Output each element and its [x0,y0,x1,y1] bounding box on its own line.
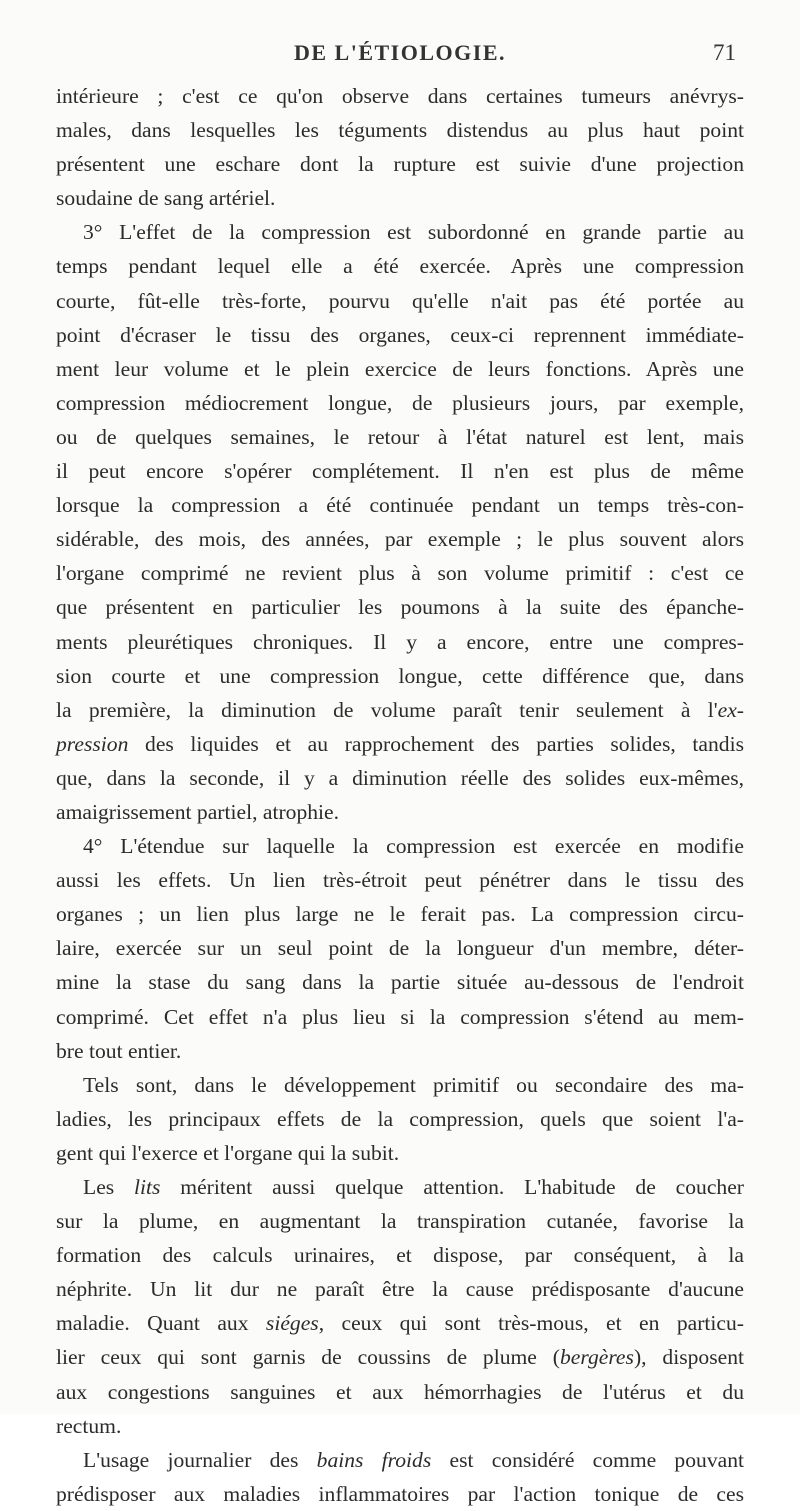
italic-term: siéges [265,1311,319,1336]
text-line: courte, fût-elle très-forte, pourvu qu'elle n'ait pas été portée au [56,288,744,313]
text-line: temps pendant lequel elle a été exercée. Après une compression [56,254,744,279]
text-segment: , ceux qui sont très-mous, et en particu- [318,1311,744,1336]
text-segment: lier ceux qui sont garnis de coussins de plume ( [56,1345,560,1370]
text-line: que, dans la seconde, il y a diminution réelle des solides eux-mêmes, [56,765,744,790]
text-line: amaigrissement partiel, atrophie. [56,799,340,824]
italic-term: bergères [559,1345,634,1370]
text-line: ment leur volume et le plein exercice de leurs fonctions. Après une [56,356,744,381]
text-line: ladies, les principaux effets de la compression, quels que soient l'a- [56,1106,744,1131]
text-line: l'organe comprimé ne revient plus à son volume primitif : c'est ce [56,561,744,586]
text-segment: Les [83,1175,135,1199]
text-line: compression médiocrement longue, de plusieurs jours, par exemple, [56,390,744,415]
text-line: organes ; un lien plus large ne le ferait pas. La compression circu- [56,902,744,927]
text-segment: maladie. Quant aux [56,1311,266,1336]
text-line [56,727,744,761]
text-line: intérieure ; c'est ce qu'on observe dans certaines tumeurs anévrys- [56,84,744,108]
text-line: 4° L'étendue sur laquelle la compression est exercée en modifie [83,834,744,859]
text-line [56,1340,744,1374]
text-line: prédisposer aux maladies inflammatoires par l'action tonique de ces [56,1481,744,1506]
text-line [56,1170,744,1204]
text-line: ments pleurétiques chroniques. Il y a encore, entre une compres- [56,629,744,654]
text-line [56,1306,744,1340]
text-line: lorsque la compression a été continuée pendant un temps très-con- [56,493,744,518]
text-line: bre tout entier. [56,1038,182,1063]
text-line: néphrite. Un lit dur ne paraît être la cause prédisposante d'aucune [56,1277,744,1302]
text-line: comprimé. Cet effet n'a plus lieu si la compression s'étend au mem- [56,1004,744,1029]
text-line: que présentent en particulier les poumons à la suite des épanche- [56,595,744,620]
text-line: formation des calculs urinaires, et dispose, par conséquent, à la [56,1243,744,1268]
running-title: DE L'ÉTIOLOGIE. [293,40,506,65]
text-segment: est considéré comme pouvant [431,1447,744,1472]
text-segment: méritent aussi quelque attention. L'habitude de coucher [160,1175,744,1199]
text-line: aux congestions sanguines et aux hémorrhagies de l'utérus et du [56,1379,744,1404]
text-segment: des liquides et au rapprochement des parties solides, tandis [128,731,744,756]
text-line: présentent une eschare dont la rupture est suivie d'une projection [56,152,744,177]
text-line: aussi les effets. Un lien très-étroit peut pénétrer dans le tissu des [56,868,744,893]
text-line: mine la stase du sang dans la partie située au-dessous de l'endroit [56,970,744,995]
text-line: ou de quelques semaines, le retour à l'état naturel est lent, mais [56,424,744,449]
text-line: sur la plume, en augmentant la transpiration cutanée, favorise la [56,1209,744,1234]
text-line: gent qui l'exerce et l'organe qui la subit. [56,1140,400,1165]
text-line: sidérable, des mois, des années, par exemple ; le plus souvent alors [56,527,744,552]
text-segment: la première, la diminution de volume paraît tenir seulement à l' [56,697,718,722]
italic-term: ex- [717,697,744,722]
running-header [56,40,744,70]
text-line: males, dans lesquelles les téguments distendus au plus haut point [56,118,744,143]
text-segment: L'usage journalier des [83,1447,317,1472]
page-number: 71 [713,40,736,65]
text-line: Tels sont, dans le développement primitif ou secondaire des ma- [83,1072,744,1097]
text-line: soudaine de sang artériel. [56,186,276,211]
text-line: 3° L'effet de la compression est subordonné en grande partie au [83,220,744,245]
text-line: rectum. [56,1413,122,1438]
italic-term: bains froids [316,1447,432,1472]
text-line: sion courte et une compression longue, cette différence que, dans [56,663,744,688]
italic-term: pression [56,731,129,756]
text-segment: ), disposent [633,1345,744,1370]
body-text [56,79,744,1511]
italic-term: lits [134,1175,161,1199]
text-line: point d'écraser le tissu des organes, ceux-ci reprennent immédiate- [56,322,744,347]
text-line [56,693,744,727]
text-line: il peut encore s'opérer complétement. Il n'en est plus de même [56,459,744,484]
text-line [56,1443,744,1477]
text-line: laire, exercée sur un seul point de la longueur d'un membre, déter- [56,936,744,961]
